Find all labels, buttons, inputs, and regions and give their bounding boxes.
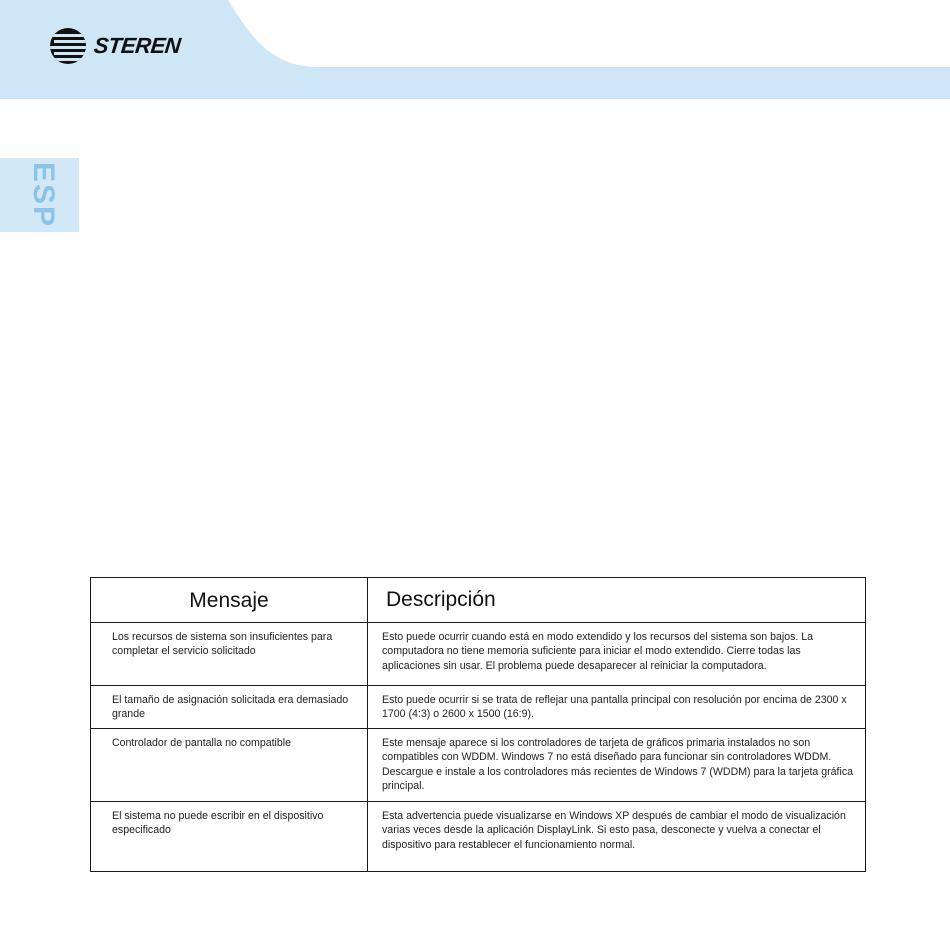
- table-row: [91, 686, 866, 729]
- header-message: Mensaje: [91, 578, 368, 623]
- brand-name: STEREN: [92, 33, 182, 58]
- description-cell: Esto puede ocurrir si se trata de reflejar una pantalla principal con resolución por encima de 2300 x 1700 (4:3) o 2600 x 1500 (16:9).: [368, 686, 866, 729]
- table-row: [91, 729, 866, 802]
- language-tab-label: ESP: [27, 161, 60, 229]
- message-cell: El tamaño de asignación solicitada era demasiado grande: [91, 686, 368, 729]
- message-cell: Controlador de pantalla no compatible: [91, 729, 368, 802]
- brand-logo: [48, 26, 180, 66]
- header-description: Descripción: [368, 578, 866, 623]
- message-cell: Los recursos de sistema son insuficientes para completar el servicio solicitado: [91, 623, 368, 686]
- message-cell: El sistema no puede escribir en el dispositivo especificado: [91, 802, 368, 872]
- error-messages-table: [90, 577, 866, 872]
- description-cell: Esto puede ocurrir cuando está en modo extendido y los recursos del sistema son bajos. La computadora no tiene memoria suficiente para iniciar el modo extendido. Cierre todas las aplicaciones sin usar. El problema puede desaparecer al reiniciar la computadora.: [368, 623, 866, 686]
- description-cell: Este mensaje aparece si los controladores de tarjeta de gráficos primaria instalados no son compatibles con WDDM. Windows 7 no está diseñado para funcionar sin controladores WDDM. Descargue e instale a los controladores más recientes de Windows 7 (WDDM) para la tarjeta gráfica principal.: [368, 729, 866, 802]
- steren-striped-globe-icon: [48, 26, 90, 66]
- description-cell: Esta advertencia puede visualizarse en Windows XP después de cambiar el modo de visualización varias veces desde la aplicación DisplayLink. Si esto pasa, desconecte y vuelva a conectar el dispositivo para restablecer el funcionamiento normal.: [368, 802, 866, 872]
- table-header-row: [91, 578, 866, 623]
- table-row: [91, 802, 866, 872]
- table-row: [91, 623, 866, 686]
- error-messages-table-container: [90, 577, 865, 866]
